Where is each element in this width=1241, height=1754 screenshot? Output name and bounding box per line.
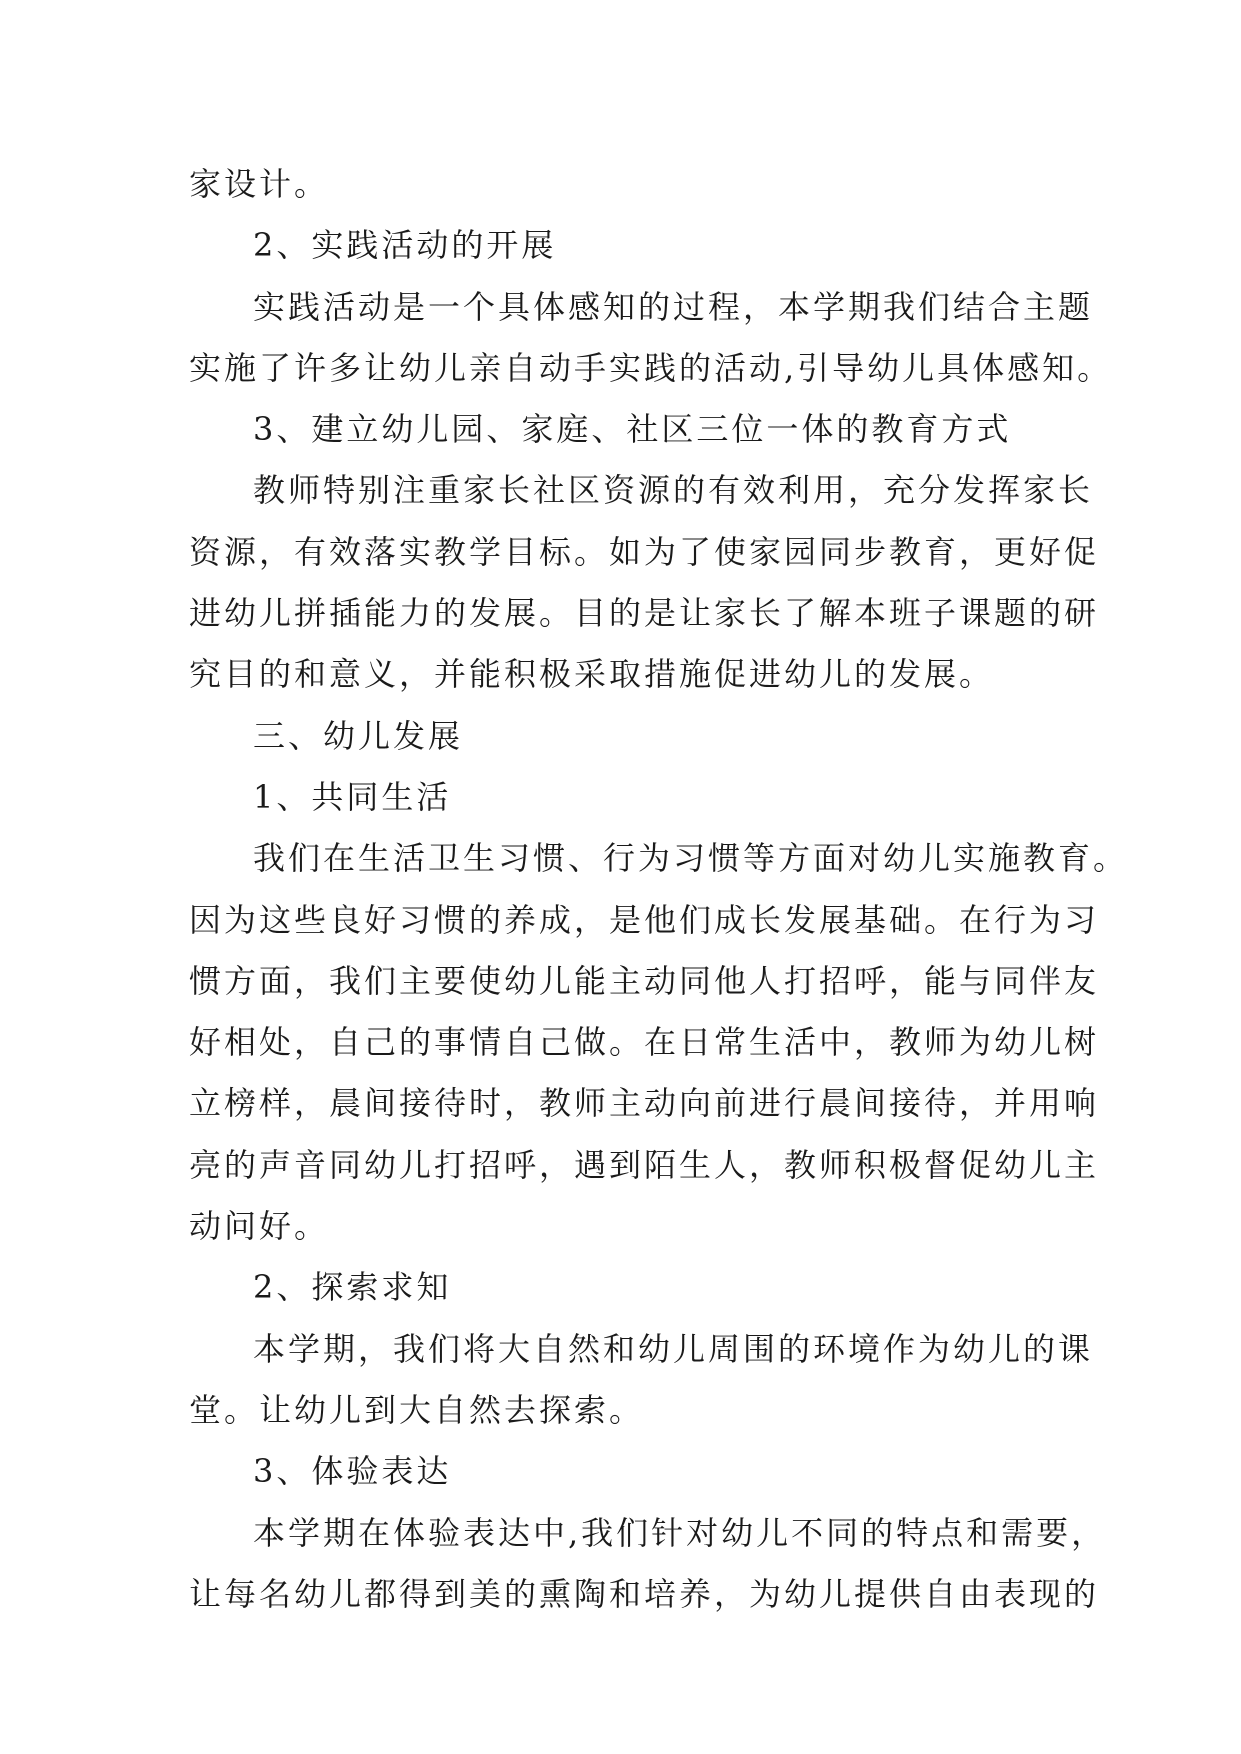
- paragraph-line: 亮的声音同幼儿打招呼，遇到陌生人，教师积极督促幼儿主: [189, 1145, 1100, 1184]
- paragraph-line: 立榜样，晨间接待时，教师主动向前进行晨间接待，并用响: [189, 1084, 1100, 1123]
- chapter-heading: 三、幼儿发展: [253, 716, 464, 755]
- section-heading: 3、体验表达: [253, 1452, 452, 1491]
- paragraph-line: 实施了许多让幼儿亲自动手实践的活动,引导幼儿具体感知。: [189, 348, 1113, 387]
- paragraph-line: 本学期在体验表达中,我们针对幼儿不同的特点和需要，: [253, 1513, 1107, 1552]
- section-heading: 2、实践活动的开展: [253, 226, 557, 265]
- paragraph-line: 教师特别注重家长社区资源的有效利用，充分发挥家长: [253, 471, 1094, 510]
- paragraph-line: 我们在生活卫生习惯、行为习惯等方面对幼儿实施教育。: [253, 839, 1129, 878]
- paragraph-line: 堂。让幼儿到大自然去探索。: [189, 1390, 645, 1429]
- paragraph-line: 惯方面，我们主要使幼儿能主动同他人打招呼，能与同伴友: [189, 961, 1100, 1000]
- section-heading: 2、探索求知: [253, 1268, 452, 1307]
- paragraph-line: 让每名幼儿都得到美的熏陶和培养，为幼儿提供自由表现的: [189, 1574, 1100, 1613]
- paragraph-line: 家设计。: [189, 165, 330, 203]
- paragraph-line: 进幼儿拼插能力的发展。目的是让家长了解本班子课题的研: [189, 594, 1100, 633]
- section-heading: 3、建立幼儿园、家庭、社区三位一体的教育方式: [253, 410, 1012, 449]
- paragraph-line: 实践活动是一个具体感知的过程，本学期我们结合主题: [253, 287, 1094, 326]
- paragraph-line: 好相处，自己的事情自己做。在日常生活中，教师为幼儿树: [189, 1023, 1100, 1062]
- paragraph-line: 因为这些良好习惯的养成，是他们成长发展基础。在行为习: [189, 900, 1100, 939]
- section-heading: 1、共同生活: [253, 777, 452, 816]
- body-text: [189, 154, 1129, 1625]
- paragraph-line: 究目的和意义，并能积极采取措施促进幼儿的发展。: [189, 655, 995, 694]
- paragraph-line: 资源，有效落实教学目标。如为了使家园同步教育，更好促: [189, 532, 1100, 571]
- paragraph-line: 本学期，我们将大自然和幼儿周围的环境作为幼儿的课: [253, 1329, 1094, 1368]
- paragraph-line: 动问好。: [189, 1207, 330, 1246]
